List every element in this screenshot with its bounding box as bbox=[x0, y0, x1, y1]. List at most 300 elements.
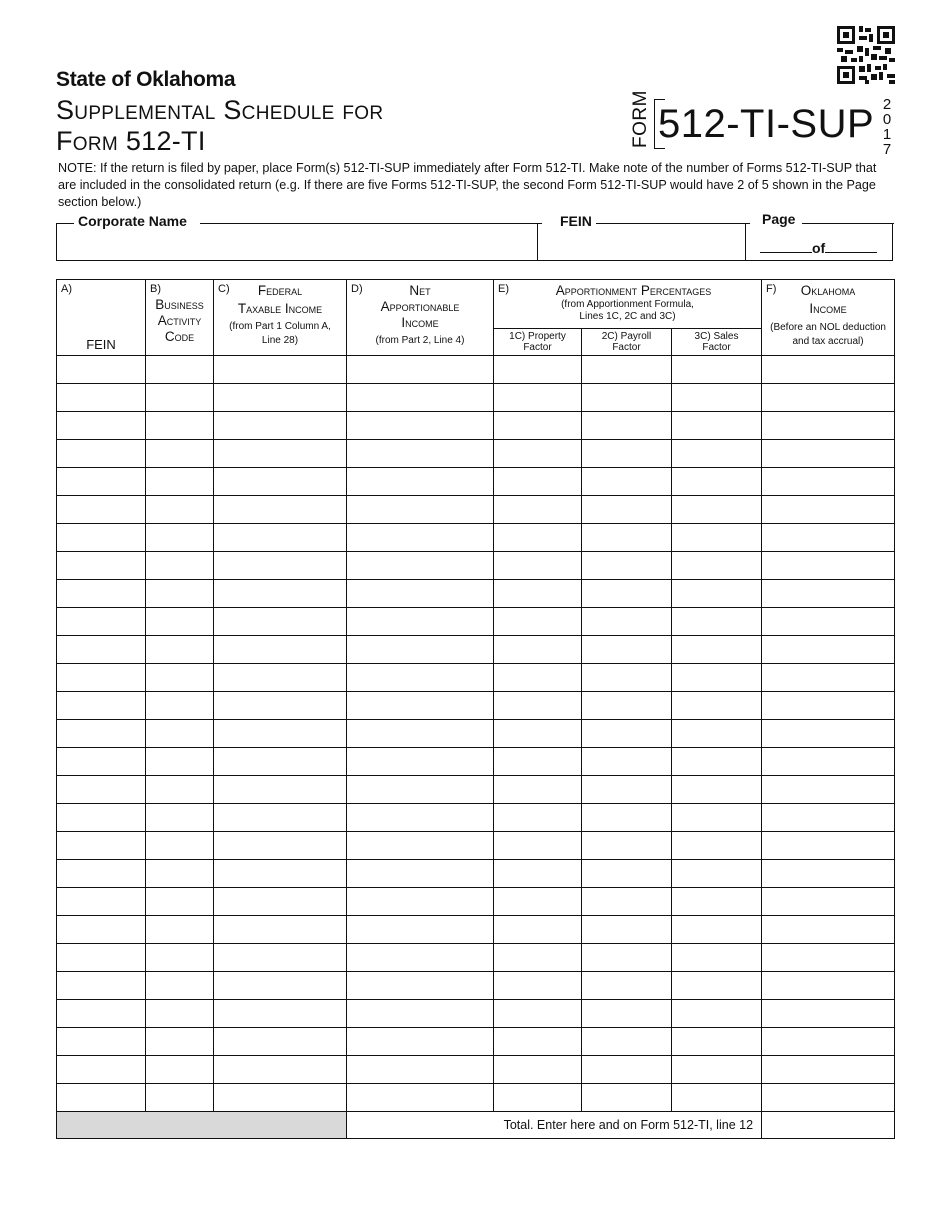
business-activity-code-cell[interactable] bbox=[146, 356, 214, 384]
column-name-line: Taxable Income bbox=[237, 301, 323, 316]
payroll-factor-cell[interactable] bbox=[582, 832, 672, 860]
oklahoma-income-cell[interactable] bbox=[762, 972, 895, 1000]
fein-cell[interactable] bbox=[57, 524, 146, 552]
federal-taxable-income-cell[interactable] bbox=[214, 468, 347, 496]
net-apportionable-income-cell[interactable] bbox=[347, 860, 494, 888]
corporate-name-label: Corporate Name bbox=[74, 213, 191, 229]
federal-taxable-income-cell[interactable] bbox=[214, 776, 347, 804]
net-apportionable-income-cell[interactable] bbox=[347, 972, 494, 1000]
net-apportionable-income-cell[interactable] bbox=[347, 496, 494, 524]
business-activity-code-cell[interactable] bbox=[146, 580, 214, 608]
federal-taxable-income-cell[interactable] bbox=[214, 440, 347, 468]
table-row bbox=[57, 636, 895, 664]
oklahoma-income-cell[interactable] bbox=[762, 524, 895, 552]
column-name: Apportionment Percentages bbox=[555, 283, 712, 298]
sales-factor-cell[interactable] bbox=[672, 692, 762, 720]
subcolumn-number: 3C) bbox=[694, 330, 711, 342]
federal-taxable-income-cell[interactable] bbox=[214, 720, 347, 748]
federal-taxable-income-cell[interactable] bbox=[214, 636, 347, 664]
table-row bbox=[57, 1000, 895, 1028]
fein-cell[interactable] bbox=[57, 440, 146, 468]
subcolumn-label: Factor bbox=[523, 341, 552, 353]
year-digit: 0 bbox=[882, 111, 892, 128]
fein-cell[interactable] bbox=[57, 804, 146, 832]
property-factor-cell[interactable] bbox=[494, 944, 582, 972]
schedule-table bbox=[56, 279, 895, 1139]
oklahoma-income-cell[interactable] bbox=[762, 580, 895, 608]
net-apportionable-income-cell[interactable] bbox=[347, 664, 494, 692]
filing-note: NOTE: If the return is filed by paper, place Form(s) 512-TI-SUP immediately after Form 512-TI. Make note of the number of Forms 512-TI-SUP that are included in the consolidated return (e.g. If there are five Forms 512-TI-SUP, the second Form 512-TI-SUP would have 2 of 5 shown in the Page section below.) bbox=[58, 161, 877, 209]
year-digit: 7 bbox=[882, 141, 892, 158]
table-row bbox=[57, 888, 895, 916]
net-apportionable-income-cell[interactable] bbox=[347, 692, 494, 720]
payroll-factor-cell[interactable] bbox=[582, 496, 672, 524]
column-letter: E) bbox=[498, 283, 509, 295]
federal-taxable-income-cell[interactable] bbox=[214, 524, 347, 552]
column-b-header bbox=[146, 280, 214, 356]
business-activity-code-cell[interactable] bbox=[146, 748, 214, 776]
total-oklahoma-income-cell[interactable] bbox=[762, 1112, 895, 1139]
business-activity-code-cell[interactable] bbox=[146, 552, 214, 580]
fein-cell[interactable] bbox=[57, 412, 146, 440]
table-row bbox=[57, 412, 895, 440]
oklahoma-income-cell[interactable] bbox=[762, 720, 895, 748]
net-apportionable-income-cell[interactable] bbox=[347, 384, 494, 412]
federal-taxable-income-cell[interactable] bbox=[214, 1084, 347, 1112]
fein-cell[interactable] bbox=[57, 356, 146, 384]
property-factor-cell[interactable] bbox=[494, 804, 582, 832]
column-name-line: Code bbox=[164, 329, 195, 344]
business-activity-code-cell[interactable] bbox=[146, 776, 214, 804]
table-row bbox=[57, 1056, 895, 1084]
property-factor-cell[interactable] bbox=[494, 1028, 582, 1056]
sales-factor-cell[interactable] bbox=[672, 1084, 762, 1112]
column-source-note: (Before an NOL deduction and tax accrual) bbox=[770, 322, 886, 347]
sales-factor-cell[interactable] bbox=[672, 496, 762, 524]
business-activity-code-cell[interactable] bbox=[146, 384, 214, 412]
tax-year bbox=[880, 97, 894, 157]
property-factor-cell[interactable] bbox=[494, 776, 582, 804]
column-name-line: Apportionable bbox=[380, 299, 460, 314]
federal-taxable-income-cell[interactable] bbox=[214, 356, 347, 384]
oklahoma-income-cell[interactable] bbox=[762, 608, 895, 636]
payroll-factor-cell[interactable] bbox=[582, 1000, 672, 1028]
federal-taxable-income-cell[interactable] bbox=[214, 804, 347, 832]
payroll-factor-cell[interactable] bbox=[582, 412, 672, 440]
subcolumn-property-factor bbox=[494, 328, 582, 355]
total-label: Total. Enter here and on Form 512-TI, line 12 bbox=[347, 1112, 762, 1139]
net-apportionable-income-cell[interactable] bbox=[347, 440, 494, 468]
table-row bbox=[57, 748, 895, 776]
sales-factor-cell[interactable] bbox=[672, 860, 762, 888]
oklahoma-income-cell[interactable] bbox=[762, 636, 895, 664]
column-source-note: (from Part 1 Column A, Line 28) bbox=[229, 321, 331, 346]
fein-cell[interactable] bbox=[57, 832, 146, 860]
page-label: Page bbox=[758, 211, 799, 227]
business-activity-code-cell[interactable] bbox=[146, 440, 214, 468]
business-activity-code-cell[interactable] bbox=[146, 860, 214, 888]
fein-cell[interactable] bbox=[57, 888, 146, 916]
sales-factor-cell[interactable] bbox=[672, 580, 762, 608]
oklahoma-income-cell[interactable] bbox=[762, 356, 895, 384]
property-factor-cell[interactable] bbox=[494, 720, 582, 748]
business-activity-code-cell[interactable] bbox=[146, 944, 214, 972]
federal-taxable-income-cell[interactable] bbox=[214, 412, 347, 440]
sales-factor-cell[interactable] bbox=[672, 1000, 762, 1028]
table-row bbox=[57, 608, 895, 636]
net-apportionable-income-cell[interactable] bbox=[347, 888, 494, 916]
net-apportionable-income-cell[interactable] bbox=[347, 552, 494, 580]
net-apportionable-income-cell[interactable] bbox=[347, 804, 494, 832]
fein-cell[interactable] bbox=[57, 748, 146, 776]
state-name: State of Oklahoma bbox=[56, 68, 236, 91]
table-row bbox=[57, 776, 895, 804]
payroll-factor-cell[interactable] bbox=[582, 916, 672, 944]
business-activity-code-cell[interactable] bbox=[146, 608, 214, 636]
sales-factor-cell[interactable] bbox=[672, 944, 762, 972]
net-apportionable-income-cell[interactable] bbox=[347, 944, 494, 972]
table-row bbox=[57, 356, 895, 384]
payroll-factor-cell[interactable] bbox=[582, 356, 672, 384]
oklahoma-income-cell[interactable] bbox=[762, 496, 895, 524]
column-name-line: Income bbox=[401, 315, 439, 330]
property-factor-cell[interactable] bbox=[494, 860, 582, 888]
net-apportionable-income-cell[interactable] bbox=[347, 1056, 494, 1084]
sales-factor-cell[interactable] bbox=[672, 832, 762, 860]
net-apportionable-income-cell[interactable] bbox=[347, 720, 494, 748]
federal-taxable-income-cell[interactable] bbox=[214, 832, 347, 860]
column-name-line: Business bbox=[155, 297, 204, 312]
property-factor-cell[interactable] bbox=[494, 552, 582, 580]
business-activity-code-cell[interactable] bbox=[146, 524, 214, 552]
property-factor-cell[interactable] bbox=[494, 580, 582, 608]
fein-cell[interactable] bbox=[57, 860, 146, 888]
federal-taxable-income-cell[interactable] bbox=[214, 860, 347, 888]
table-row bbox=[57, 860, 895, 888]
table-row bbox=[57, 440, 895, 468]
property-factor-cell[interactable] bbox=[494, 608, 582, 636]
payroll-factor-cell[interactable] bbox=[582, 1056, 672, 1084]
fein-cell[interactable] bbox=[57, 1028, 146, 1056]
year-digit: 1 bbox=[882, 126, 892, 143]
table-row bbox=[57, 468, 895, 496]
sales-factor-cell[interactable] bbox=[672, 552, 762, 580]
table-row bbox=[57, 384, 895, 412]
property-factor-cell[interactable] bbox=[494, 356, 582, 384]
column-d-header bbox=[347, 280, 494, 356]
net-apportionable-income-cell[interactable] bbox=[347, 1084, 494, 1112]
net-apportionable-income-cell[interactable] bbox=[347, 468, 494, 496]
federal-taxable-income-cell[interactable] bbox=[214, 692, 347, 720]
federal-taxable-income-cell[interactable] bbox=[214, 384, 347, 412]
subcolumn-number: 1C) bbox=[509, 330, 526, 342]
oklahoma-income-cell[interactable] bbox=[762, 664, 895, 692]
column-e-header bbox=[494, 280, 762, 329]
net-apportionable-income-cell[interactable] bbox=[347, 832, 494, 860]
property-factor-cell[interactable] bbox=[494, 972, 582, 1000]
business-activity-code-cell[interactable] bbox=[146, 496, 214, 524]
payroll-factor-cell[interactable] bbox=[582, 1084, 672, 1112]
business-activity-code-cell[interactable] bbox=[146, 1056, 214, 1084]
payroll-factor-cell[interactable] bbox=[582, 384, 672, 412]
year-digit: 2 bbox=[882, 96, 892, 113]
column-letter: F) bbox=[766, 283, 777, 295]
fein-cell[interactable] bbox=[57, 1056, 146, 1084]
oklahoma-income-cell[interactable] bbox=[762, 412, 895, 440]
fein-cell[interactable] bbox=[57, 972, 146, 1000]
sales-factor-cell[interactable] bbox=[672, 412, 762, 440]
fein-cell[interactable] bbox=[57, 608, 146, 636]
subcolumn-number: 2C) bbox=[601, 330, 618, 342]
federal-taxable-income-cell[interactable] bbox=[214, 1028, 347, 1056]
sales-factor-cell[interactable] bbox=[672, 356, 762, 384]
subcolumn-label: Sales bbox=[713, 330, 739, 342]
business-activity-code-cell[interactable] bbox=[146, 888, 214, 916]
column-letter: D) bbox=[351, 283, 363, 295]
oklahoma-income-cell[interactable] bbox=[762, 1000, 895, 1028]
property-factor-cell[interactable] bbox=[494, 1084, 582, 1112]
property-factor-cell[interactable] bbox=[494, 888, 582, 916]
oklahoma-income-cell[interactable] bbox=[762, 440, 895, 468]
oklahoma-income-cell[interactable] bbox=[762, 1056, 895, 1084]
payroll-factor-cell[interactable] bbox=[582, 692, 672, 720]
payroll-factor-cell[interactable] bbox=[582, 524, 672, 552]
federal-taxable-income-cell[interactable] bbox=[214, 916, 347, 944]
federal-taxable-income-cell[interactable] bbox=[214, 1000, 347, 1028]
form-label: FORM bbox=[630, 90, 651, 148]
of-label: of bbox=[812, 240, 826, 256]
property-factor-cell[interactable] bbox=[494, 636, 582, 664]
table-row bbox=[57, 804, 895, 832]
fein-cell[interactable] bbox=[57, 636, 146, 664]
table-row bbox=[57, 1084, 895, 1112]
sales-factor-cell[interactable] bbox=[672, 720, 762, 748]
oklahoma-income-cell[interactable] bbox=[762, 1084, 895, 1112]
subcolumn-payroll-factor bbox=[582, 328, 672, 355]
property-factor-cell[interactable] bbox=[494, 440, 582, 468]
column-a-header bbox=[57, 280, 146, 356]
payroll-factor-cell[interactable] bbox=[582, 552, 672, 580]
net-apportionable-income-cell[interactable] bbox=[347, 524, 494, 552]
fein-cell[interactable] bbox=[57, 384, 146, 412]
oklahoma-income-cell[interactable] bbox=[762, 692, 895, 720]
oklahoma-income-cell[interactable] bbox=[762, 804, 895, 832]
fein-cell[interactable] bbox=[57, 664, 146, 692]
form-title-line-1: Supplemental Schedule for bbox=[56, 95, 384, 125]
fein-cell[interactable] bbox=[57, 776, 146, 804]
federal-taxable-income-cell[interactable] bbox=[214, 1056, 347, 1084]
payroll-factor-cell[interactable] bbox=[582, 720, 672, 748]
fein-cell[interactable] bbox=[57, 692, 146, 720]
column-source-note: (from Part 2, Line 4) bbox=[375, 335, 465, 346]
column-name-line: Activity bbox=[157, 313, 202, 328]
table-row bbox=[57, 692, 895, 720]
fein-cell[interactable] bbox=[57, 1084, 146, 1112]
fein-label: FEIN bbox=[556, 213, 596, 229]
business-activity-code-cell[interactable] bbox=[146, 804, 214, 832]
payroll-factor-cell[interactable] bbox=[582, 804, 672, 832]
payroll-factor-cell[interactable] bbox=[582, 608, 672, 636]
form-number: 512-TI-SUP bbox=[658, 102, 875, 146]
property-factor-cell[interactable] bbox=[494, 748, 582, 776]
payroll-factor-cell[interactable] bbox=[582, 1028, 672, 1056]
net-apportionable-income-cell[interactable] bbox=[347, 356, 494, 384]
fein-cell[interactable] bbox=[57, 720, 146, 748]
net-apportionable-income-cell[interactable] bbox=[347, 1028, 494, 1056]
sales-factor-cell[interactable] bbox=[672, 1056, 762, 1084]
table-row bbox=[57, 552, 895, 580]
oklahoma-income-cell[interactable] bbox=[762, 552, 895, 580]
property-factor-cell[interactable] bbox=[494, 916, 582, 944]
payroll-factor-cell[interactable] bbox=[582, 580, 672, 608]
subcolumn-label: Factor bbox=[702, 341, 731, 353]
federal-taxable-income-cell[interactable] bbox=[214, 664, 347, 692]
business-activity-code-cell[interactable] bbox=[146, 972, 214, 1000]
page-of-field[interactable] bbox=[760, 240, 877, 256]
net-apportionable-income-cell[interactable] bbox=[347, 1000, 494, 1028]
property-factor-cell[interactable] bbox=[494, 468, 582, 496]
column-source-note: (from Apportionment Formula, bbox=[561, 299, 694, 310]
column-name-line: Federal bbox=[257, 283, 303, 298]
oklahoma-income-cell[interactable] bbox=[762, 916, 895, 944]
business-activity-code-cell[interactable] bbox=[146, 636, 214, 664]
table-row bbox=[57, 916, 895, 944]
business-activity-code-cell[interactable] bbox=[146, 692, 214, 720]
page-total-blank[interactable] bbox=[825, 240, 877, 253]
federal-taxable-income-cell[interactable] bbox=[214, 944, 347, 972]
sales-factor-cell[interactable] bbox=[672, 776, 762, 804]
payroll-factor-cell[interactable] bbox=[582, 748, 672, 776]
sales-factor-cell[interactable] bbox=[672, 524, 762, 552]
net-apportionable-income-cell[interactable] bbox=[347, 412, 494, 440]
fein-cell[interactable] bbox=[57, 580, 146, 608]
fein-cell[interactable] bbox=[57, 496, 146, 524]
net-apportionable-income-cell[interactable] bbox=[347, 916, 494, 944]
federal-taxable-income-cell[interactable] bbox=[214, 496, 347, 524]
net-apportionable-income-cell[interactable] bbox=[347, 748, 494, 776]
payroll-factor-cell[interactable] bbox=[582, 888, 672, 916]
payroll-factor-cell[interactable] bbox=[582, 664, 672, 692]
fein-cell[interactable] bbox=[57, 1000, 146, 1028]
fein-cell[interactable] bbox=[57, 552, 146, 580]
business-activity-code-cell[interactable] bbox=[146, 916, 214, 944]
subcolumn-label: Factor bbox=[612, 341, 641, 353]
table-row bbox=[57, 944, 895, 972]
federal-taxable-income-cell[interactable] bbox=[214, 888, 347, 916]
column-letter: C) bbox=[218, 283, 230, 295]
sales-factor-cell[interactable] bbox=[672, 636, 762, 664]
oklahoma-income-cell[interactable] bbox=[762, 832, 895, 860]
payroll-factor-cell[interactable] bbox=[582, 468, 672, 496]
payroll-factor-cell[interactable] bbox=[582, 944, 672, 972]
federal-taxable-income-cell[interactable] bbox=[214, 748, 347, 776]
oklahoma-income-cell[interactable] bbox=[762, 1028, 895, 1056]
table-row bbox=[57, 664, 895, 692]
property-factor-cell[interactable] bbox=[494, 692, 582, 720]
federal-taxable-income-cell[interactable] bbox=[214, 552, 347, 580]
business-activity-code-cell[interactable] bbox=[146, 468, 214, 496]
table-row bbox=[57, 524, 895, 552]
payroll-factor-cell[interactable] bbox=[582, 972, 672, 1000]
sales-factor-cell[interactable] bbox=[672, 1028, 762, 1056]
property-factor-cell[interactable] bbox=[494, 1056, 582, 1084]
payroll-factor-cell[interactable] bbox=[582, 636, 672, 664]
column-name-line: Net bbox=[409, 283, 431, 298]
federal-taxable-income-cell[interactable] bbox=[214, 608, 347, 636]
oklahoma-income-cell[interactable] bbox=[762, 888, 895, 916]
sales-factor-cell[interactable] bbox=[672, 916, 762, 944]
subcolumn-sales-factor bbox=[672, 328, 762, 355]
oklahoma-income-cell[interactable] bbox=[762, 468, 895, 496]
oklahoma-income-cell[interactable] bbox=[762, 944, 895, 972]
oklahoma-income-cell[interactable] bbox=[762, 748, 895, 776]
total-shaded-area bbox=[57, 1112, 347, 1139]
fein-cell[interactable] bbox=[57, 468, 146, 496]
business-activity-code-cell[interactable] bbox=[146, 1084, 214, 1112]
sales-factor-cell[interactable] bbox=[672, 748, 762, 776]
oklahoma-income-cell[interactable] bbox=[762, 384, 895, 412]
sales-factor-cell[interactable] bbox=[672, 440, 762, 468]
oklahoma-income-cell[interactable] bbox=[762, 860, 895, 888]
column-letter: A) bbox=[61, 283, 72, 295]
fein-cell[interactable] bbox=[57, 916, 146, 944]
sales-factor-cell[interactable] bbox=[672, 664, 762, 692]
payroll-factor-cell[interactable] bbox=[582, 860, 672, 888]
form-title-line-2: Form 512-TI bbox=[56, 126, 206, 156]
property-factor-cell[interactable] bbox=[494, 524, 582, 552]
table-row bbox=[57, 720, 895, 748]
business-activity-code-cell[interactable] bbox=[146, 664, 214, 692]
property-factor-cell[interactable] bbox=[494, 1000, 582, 1028]
business-activity-code-cell[interactable] bbox=[146, 720, 214, 748]
federal-taxable-income-cell[interactable] bbox=[214, 972, 347, 1000]
payroll-factor-cell[interactable] bbox=[582, 776, 672, 804]
column-c-header bbox=[214, 280, 347, 356]
property-factor-cell[interactable] bbox=[494, 412, 582, 440]
net-apportionable-income-cell[interactable] bbox=[347, 608, 494, 636]
net-apportionable-income-cell[interactable] bbox=[347, 776, 494, 804]
sales-factor-cell[interactable] bbox=[672, 804, 762, 832]
sales-factor-cell[interactable] bbox=[672, 972, 762, 1000]
business-activity-code-cell[interactable] bbox=[146, 832, 214, 860]
property-factor-cell[interactable] bbox=[494, 496, 582, 524]
net-apportionable-income-cell[interactable] bbox=[347, 580, 494, 608]
oklahoma-income-cell[interactable] bbox=[762, 776, 895, 804]
payroll-factor-cell[interactable] bbox=[582, 440, 672, 468]
subcolumn-label: Payroll bbox=[620, 330, 652, 342]
net-apportionable-income-cell[interactable] bbox=[347, 636, 494, 664]
property-factor-cell[interactable] bbox=[494, 384, 582, 412]
business-activity-code-cell[interactable] bbox=[146, 1000, 214, 1028]
fein-cell[interactable] bbox=[57, 944, 146, 972]
sales-factor-cell[interactable] bbox=[672, 384, 762, 412]
column-name-line: Income bbox=[809, 301, 847, 316]
sales-factor-cell[interactable] bbox=[672, 608, 762, 636]
business-activity-code-cell[interactable] bbox=[146, 1028, 214, 1056]
property-factor-cell[interactable] bbox=[494, 832, 582, 860]
sales-factor-cell[interactable] bbox=[672, 468, 762, 496]
property-factor-cell[interactable] bbox=[494, 664, 582, 692]
table-row bbox=[57, 972, 895, 1000]
column-letter: B) bbox=[150, 283, 161, 295]
federal-taxable-income-cell[interactable] bbox=[214, 580, 347, 608]
qr-code-icon bbox=[837, 26, 895, 84]
page-number-blank[interactable] bbox=[760, 240, 812, 253]
sales-factor-cell[interactable] bbox=[672, 888, 762, 916]
table-row bbox=[57, 1028, 895, 1056]
business-activity-code-cell[interactable] bbox=[146, 412, 214, 440]
column-f-header bbox=[762, 280, 895, 356]
